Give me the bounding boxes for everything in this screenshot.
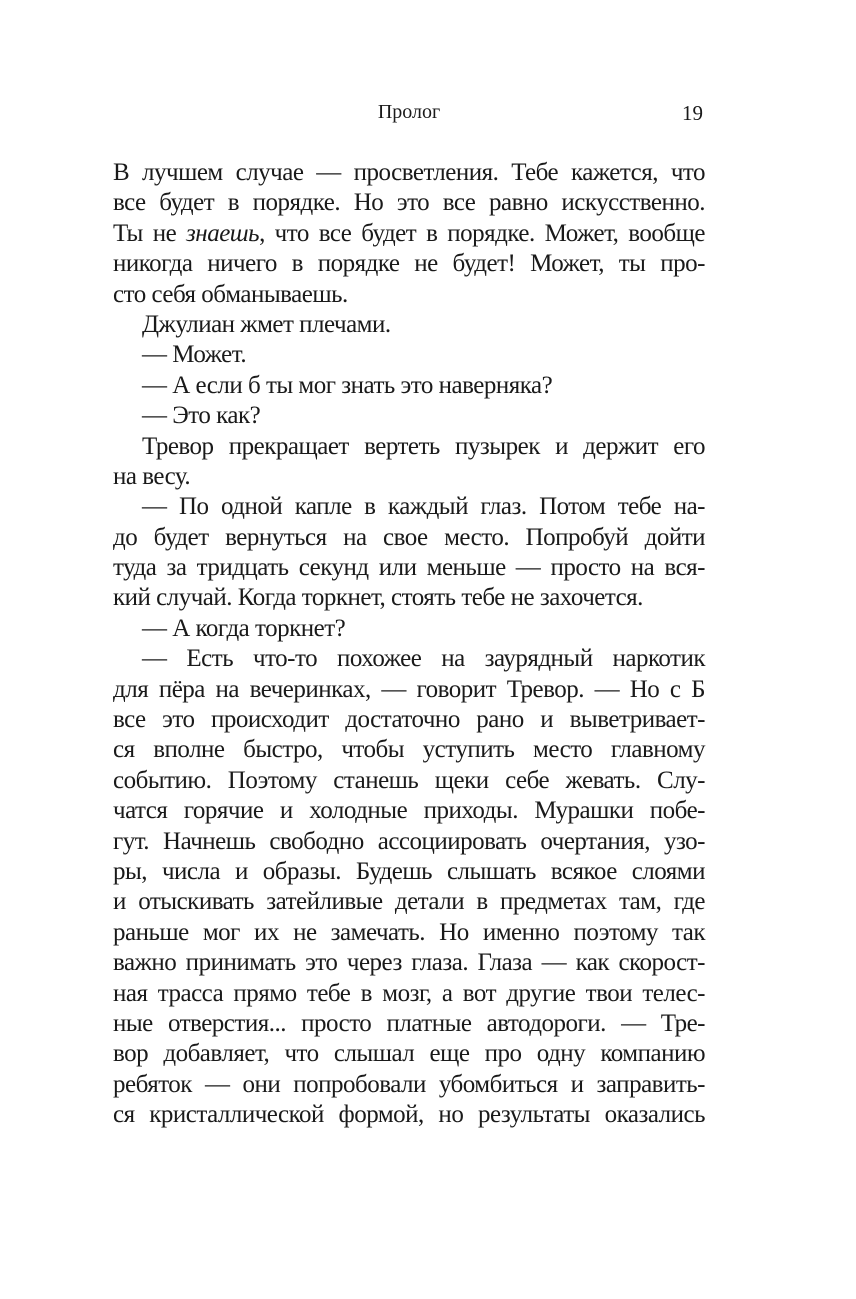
text-line: гут. Начнешь свободно ассоциировать очертания, узо- [113,827,705,855]
text-line: все будет в порядке. Но это все равно искусственно. [113,189,705,217]
text-line: туда за тридцать секунд или меньше — просто на вся- [113,554,705,582]
text-line: вор добавляет, что слышал еще про одну компанию [113,1040,705,1068]
text-line: событию. Поэтому станешь щеки себе жевать. Слу- [113,766,705,794]
text-line: до будет вернуться на свое место. Попробуй дойти [113,523,705,551]
text-line: сто себя обманываешь. [113,280,348,308]
text-line: и отыскивать затейливые детали в предметах там, где [113,888,705,916]
text-line: — А когда торкнет? [142,614,346,642]
text-line: чатся горячие и холодные приходы. Мурашки побе- [113,797,705,825]
text-line: ребяток — они попробовали убомбиться и заправить- [113,1070,705,1098]
text-line: ная трасса прямо тебе в мозг, а вот другие твои телес- [113,979,705,1007]
page-number: 19 [682,101,703,125]
body-text [113,158,705,1131]
text-line: В лучшем случае — просветления. Тебе кажется, что [113,159,705,186]
text-line: для пёра на вечеринках, — говорит Тревор. — Но с Б [113,675,705,703]
text-line: Тревор прекращает вертеть пузырек и держит его [142,432,705,460]
text-line: раньше мог их не замечать. Но именно поэтому так [113,918,705,946]
text-line: Ты не знаешь, что все будет в порядке. Может, вообще [113,219,705,247]
page-header [113,101,705,131]
text-line: никогда ничего в порядке не будет! Может, ты про- [113,250,705,278]
text-line: — А если б ты мог знать это наверняка? [142,371,553,399]
text-line: важно принимать это через глаза. Глаза — как скорост- [113,949,705,977]
text-line: на весу. [113,462,191,490]
text-line: все это происходит достаточно рано и выветривает- [113,706,705,734]
text-line: — Может. [142,341,247,369]
text-line: — Это как? [142,402,261,430]
text-line: ные отверстия... просто платные автодороги. — Тре- [113,1009,705,1037]
emphasis: знаешь [186,219,260,247]
text-line: ся кристаллической формой, но результаты оказались [113,1101,705,1129]
text-line: ся вполне быстро, чтобы уступить место главному [113,736,705,764]
text-line: — Есть что-то похожее на заурядный наркотик [142,645,705,673]
text-line: ры, числа и образы. Будешь слышать всякое слоями [113,857,705,885]
text-line: Джулиан жмет плечами. [142,310,391,338]
text-line: — По одной капле в каждый глаз. Потом тебе на- [142,493,705,521]
text-line: кий случай. Когда торкнет, стоять тебе не захочется. [113,584,643,612]
running-title: Пролог [377,101,441,123]
